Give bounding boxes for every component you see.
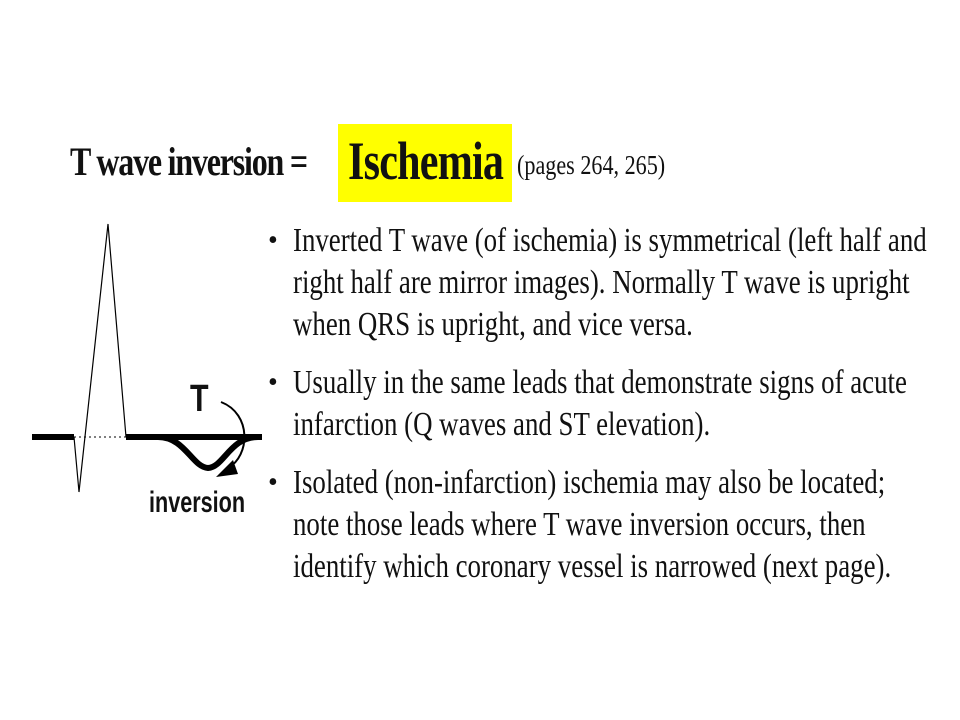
highlight-text: Ischemia	[348, 131, 504, 191]
bullet-text: Inverted T wave (of ischemia) is symmetrical (left half and right half are mirror images). Normally T wave is upright when QRS is upright, and vice versa.	[293, 222, 927, 343]
bullet-list	[268, 220, 948, 604]
bullet-text: Usually in the same leads that demonstrate signs of acute infarction (Q waves and ST elevation).	[293, 364, 907, 443]
pages-reference: (pages 264, 265)	[517, 150, 666, 180]
bullet-text: Isolated (non-infarction) ischemia may also be located; note those leads where T wave inversion occurs, then identify which coronary vessel is narrowed (next page).	[293, 464, 892, 585]
bullet-item	[268, 462, 948, 588]
inverted-t-wave	[158, 437, 258, 468]
bullet-dot-icon: •	[268, 367, 278, 398]
bullet-dot-icon: •	[268, 467, 278, 498]
bullet-item	[268, 362, 948, 446]
bullet-item	[268, 220, 948, 346]
title-text: T wave inversion =	[70, 139, 307, 184]
inversion-label: inversion	[149, 486, 246, 519]
qrs-complex	[74, 224, 126, 492]
t-label: T	[190, 378, 209, 420]
bullet-dot-icon: •	[268, 225, 278, 256]
